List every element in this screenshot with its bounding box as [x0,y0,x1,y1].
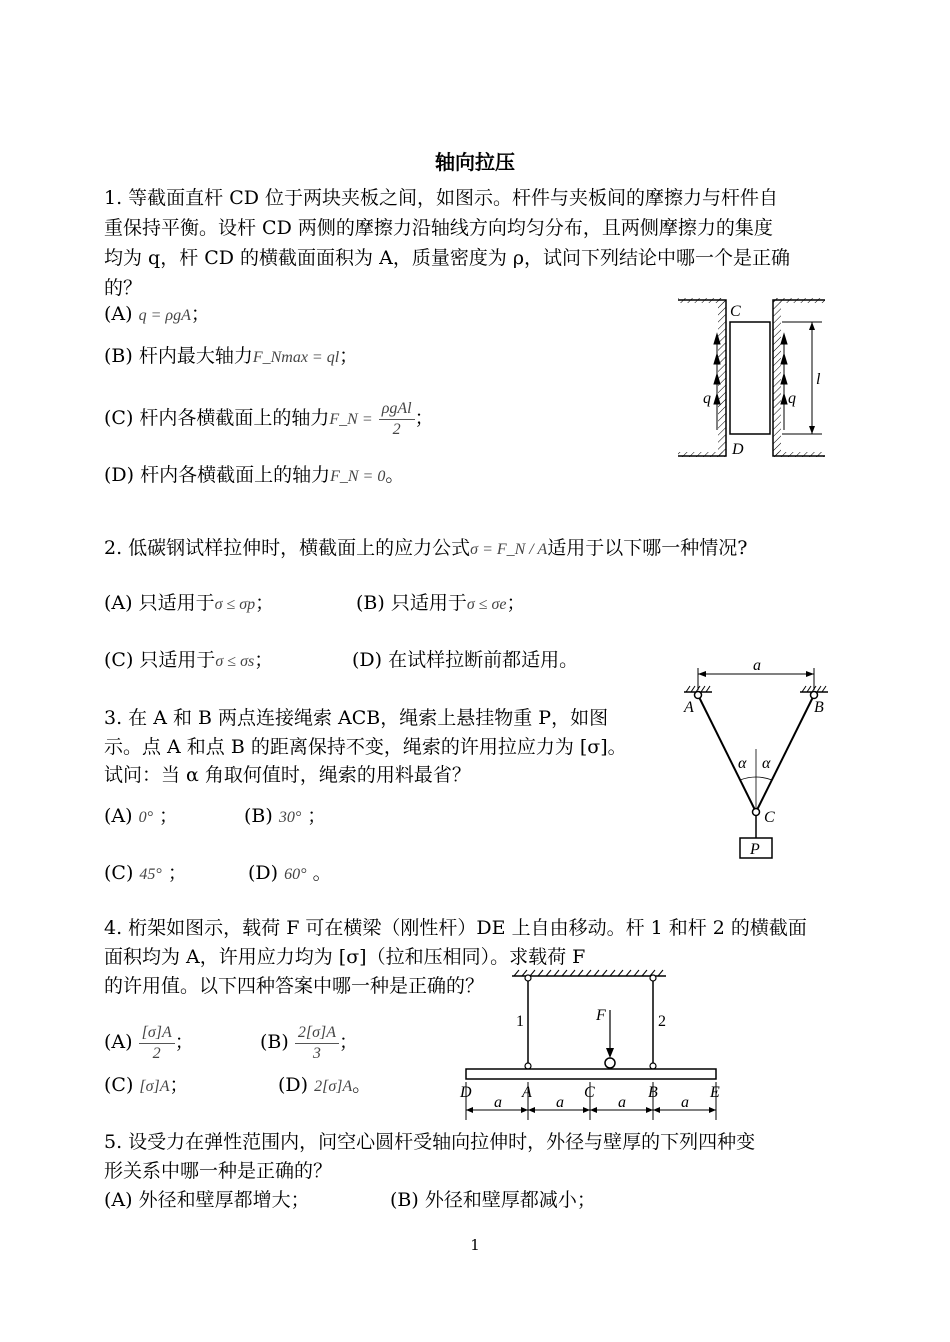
q4-option-c-label: (C) [104,1074,134,1096]
label-d: D [460,1084,472,1101]
q2-option-b-math: σ ≤ σe [466,596,507,613]
q4-option-d-label: (D) [278,1074,309,1096]
q1-option-a-end: ； [190,303,210,325]
label-a-dim-3: a [618,1094,626,1111]
label-p: P [750,841,760,858]
beam-de [466,1069,716,1079]
label-a-dim-4: a [681,1094,689,1111]
rope-bc [756,695,814,812]
label-b-point: B [814,699,824,716]
q3-figure [676,654,846,864]
q3-option-b-label: (B) [244,805,273,827]
q4-option-a-end: ； [174,1031,194,1053]
q3-option-a-math: 0° [138,809,153,826]
q2-option-c-math: σ ≤ σs [215,653,255,670]
q1-option-c-num: ρgAl [379,399,415,420]
q1-option-b-math: F_Nmax = ql [252,349,340,366]
q1-option-b-end: ； [339,345,359,367]
q2-option-c-end: ； [254,649,274,671]
q4-option-d-end: 。 [352,1074,372,1096]
q3-option-c-end: ； [167,862,187,884]
q2-option-d: (D) 在试样拉断前都适用。 [352,649,579,671]
q1-option-d-math: F_N = 0 [330,468,386,485]
label-c-point: C [584,1084,595,1101]
label-a-dim-2: a [556,1094,564,1111]
q3-option-d-label: (D) [248,862,279,884]
q2-stem-math: σ = F_N / A [470,541,548,558]
label-alpha-left: α [738,755,747,772]
label-c-point: C [764,809,775,826]
q1-option-b-label: (B) 杆内最大轴力 [104,345,253,367]
q2-option-a-end: ； [255,592,275,614]
q1-line-3: 均为 q，杆 CD 的横截面面积为 A，质量密度为 ρ，试问下列结论中哪一个是正确 [104,247,791,269]
q1-option-d-end: 。 [385,464,405,486]
label-a-point: A [684,699,694,716]
q5-option-b: (B) 外径和壁厚都减小； [390,1189,596,1211]
q3-line-3: 试问：当 α 角取何值时，绳索的用料最省？ [104,764,471,786]
q5-line-2: 形关系中哪一种是正确的？ [104,1160,333,1182]
q1-option-d [104,463,404,489]
q4-option-b [260,1020,358,1064]
q4-figure [456,964,728,1128]
q4-line-1: 4. 桁架如图示，载荷 F 可在横梁（刚性杆）DE 上自由移动。杆 1 和杆 2 的横截面 [104,917,807,939]
q2-option-c [104,648,273,674]
label-b-point: B [648,1084,658,1101]
left-plate-hatch [718,298,726,456]
label-d: D [732,441,744,458]
q1-option-c-end: ； [414,407,434,429]
q3-option-b-math: 30° [278,809,302,826]
q5-line-1: 5. 设受力在弹性范围内，问空心圆杆受轴向拉伸时，外径与壁厚的下列四种变 [104,1131,756,1153]
q1-figure [670,292,835,462]
q1-line-1: 1. 等截面直杆 CD 位于两块夹板之间，如图示。杆件与夹板间的摩擦力与杆件自 [104,187,779,209]
rope-ac [698,695,756,812]
load-roller [605,1058,615,1068]
page-title: 轴向拉压 [435,150,515,174]
label-rod-2: 2 [658,1013,666,1030]
q4-line-2: 面积均为 A，许用应力均为 [σ]（拉和压相同）。求载荷 F [104,946,586,968]
q1-option-a [104,302,210,328]
q3-option-c-label: (C) [104,862,134,884]
label-c: C [730,303,741,320]
right-friction-arrows [781,334,787,430]
q4-option-c-math: [σ]A [139,1078,170,1095]
q3-option-c [104,861,187,887]
q3-option-b-end: ； [307,805,327,827]
q1-line-4: 的？ [104,277,143,299]
q4-option-b-label: (B) [260,1031,289,1053]
q1-option-c-den: 2 [392,420,401,438]
label-q-left: q [703,390,711,407]
label-a-point: A [522,1084,532,1101]
q4-option-c-end: ； [169,1074,189,1096]
q1-option-c-lhs: F_N = [329,411,373,428]
label-a: a [753,657,761,674]
q2-stem-b: 适用于以下哪一种情况? [547,537,748,559]
q1-option-a-math: q = ρgA [138,307,191,324]
q2-option-b-label: (B) 只适用于 [356,592,467,614]
q4-option-b-fraction [295,1023,339,1064]
q2-option-c-label: (C) 只适用于 [104,649,216,671]
q4-option-c [104,1073,189,1099]
label-l: l [816,371,821,388]
q2-option-b [356,591,526,617]
q3-option-a [104,804,178,830]
label-f: F [596,1007,606,1024]
q3-option-a-end: ； [159,805,179,827]
q3-option-c-math: 45° [139,866,162,883]
q3-option-b [244,804,326,830]
q2-stem [104,536,747,562]
q4-option-a-num: [σ]A [139,1023,175,1044]
q4-option-a-fraction [139,1023,175,1064]
pin-c [753,809,760,816]
q4-option-a-label: (A) [104,1031,133,1053]
q1-option-c [104,398,434,440]
label-rod-1: 1 [516,1013,524,1030]
pin-a [695,692,702,699]
q1-option-b [104,344,358,370]
q1-option-c-label: (C) 杆内各横截面上的轴力 [104,407,330,429]
q2-stem-a: 2. 低碳钢试样拉伸时，横截面上的应力公式 [104,537,471,559]
q2-option-b-end: ； [506,592,526,614]
q4-line-3: 的许用值。以下四种答案中哪一种是正确的？ [104,975,485,997]
q2-option-a-math: σ ≤ σp [214,596,256,613]
q3-line-2: 示。点 A 和点 B 的距离保持不变，绳索的许用拉应力为 [σ]。 [104,736,627,758]
q3-line-1: 3. 在 A 和 B 两点连接绳索 ACB，绳索上悬挂物重 P，如图 [104,707,609,729]
label-alpha-right: α [762,755,771,772]
right-plate-hatch [773,298,781,456]
q4-option-d [278,1073,371,1099]
label-e: E [710,1084,720,1101]
q2-option-a [104,591,274,617]
q4-option-b-num: 2[σ]A [295,1023,339,1044]
q5-option-a: (A) 外径和壁厚都增大； [104,1189,310,1211]
q4-option-d-math: 2[σ]A [314,1078,353,1095]
q1-option-d-label: (D) 杆内各横截面上的轴力 [104,464,331,486]
q3-option-a-label: (A) [104,805,133,827]
q3-option-d [248,861,332,887]
q1-option-a-label: (A) [104,303,139,325]
q4-option-b-den: 3 [312,1044,321,1062]
q1-option-c-fraction [379,399,415,440]
q4-option-a-den: 2 [152,1044,161,1062]
page-number: 1 [470,1236,480,1254]
label-a-dim-1: a [494,1094,502,1111]
pin-b [811,692,818,699]
rod-cd [730,322,770,434]
q1-line-2: 重保持平衡。设杆 CD 两侧的摩擦力沿轴线方向均匀分布，且两侧摩擦力的集度 [104,217,773,239]
q4-option-b-end: ； [338,1031,358,1053]
q4-option-a [104,1020,194,1064]
q3-option-d-math: 60° [284,866,307,883]
q3-option-d-end: 。 [312,862,332,884]
label-q-right: q [788,390,796,407]
q2-option-a-label: (A) 只适用于 [104,592,215,614]
